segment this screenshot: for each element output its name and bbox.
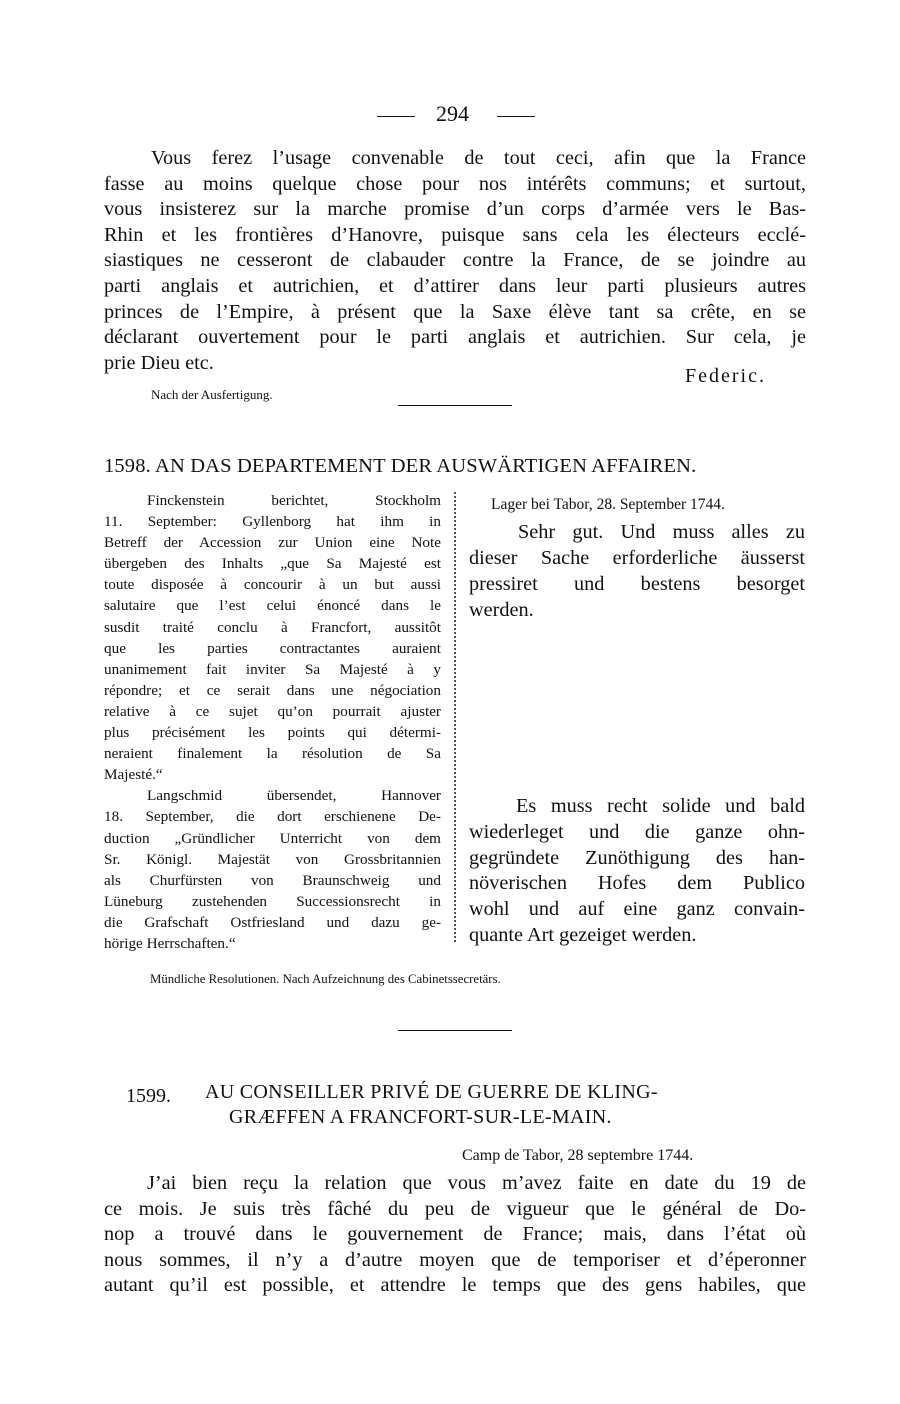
text-line: Sr. Königl. Majestät von Grossbritannien — [104, 850, 441, 868]
source-note: Nach der Ausfertigung. — [151, 387, 273, 402]
text-line: Es muss recht solide und bald — [516, 795, 805, 817]
letter-number: 1599. — [126, 1085, 171, 1107]
text-line: prie Dieu etc. — [104, 351, 214, 374]
section-divider — [398, 405, 512, 406]
left-column — [104, 490, 441, 954]
text-line: unanimement fait inviter Sa Majesté à y — [104, 660, 441, 678]
text-line: fasse au moins quelque chose pour nos intérêts communs; et surtout, — [104, 172, 806, 195]
dateline: Lager bei Tabor, 28. September 1744. — [491, 496, 725, 513]
text-line: Lüneburg zustehenden Successionsrecht in — [104, 892, 441, 910]
text-line: nop a trouvé dans le gouvernement de France; mais, dans l’état où — [104, 1223, 806, 1246]
section-divider — [398, 1030, 512, 1031]
text-line: Betreff der Accession zur Union eine Note — [104, 534, 441, 552]
text-line: que les parties contractantes auraient — [104, 639, 441, 657]
text-line: susdit traité conclu à Francfort, aussitôt — [104, 618, 441, 636]
text-line: siastiques ne cesseront de clabauder contre la France, de se joindre au — [104, 249, 806, 272]
text-line: princes de l’Empire, à présent que la Saxe élève tant sa crête, en se — [104, 300, 806, 323]
text-line: pressiret und bestens besorget — [469, 573, 805, 595]
text-line: ce mois. Je suis très fâché du peu de vigueur que le général de Do- — [104, 1197, 806, 1220]
text-line: Rhin et les frontières d’Hanovre, puisque sans cela les électeurs ecclé- — [104, 223, 806, 246]
text-line: hörige Herrschaften.“ — [104, 934, 236, 952]
letter-body — [104, 1171, 806, 1299]
text-line: wiederleget und die ganze ohn- — [469, 820, 805, 843]
text-line: 11. September: Gyllenborg hat ihm in — [104, 513, 441, 531]
text-line: gegründete Zunöthigung des han- — [469, 846, 805, 869]
text-line: 18. September, die dort erschienene De- — [104, 808, 441, 826]
dateline: Camp de Tabor, 28 septembre 1744. — [462, 1147, 694, 1164]
text-line: wohl und auf eine ganz convain- — [469, 898, 805, 921]
letter-heading: GRÆFFEN A FRANCFORT-SUR-LE-MAIN. — [229, 1106, 612, 1128]
text-line: als Churfürsten von Braunschweig und — [104, 871, 441, 889]
text-line: die Grafschaft Ostfriesland und dazu ge- — [104, 913, 441, 931]
text-line: J’ai bien reçu la relation que vous m’avez faite en date du 19 de — [147, 1172, 806, 1194]
page-number-left-rule — [377, 116, 415, 117]
column-divider — [454, 492, 456, 942]
page-number-right-rule — [497, 116, 535, 117]
text-line: dieser Sache erforderliche äusserst — [469, 547, 805, 569]
text-line: toute disposée à concourir à un but aussi — [104, 576, 441, 594]
text-line: Vous ferez l’usage convenable de tout ceci, afin que la France — [151, 147, 806, 169]
text-line: répondre; et ce serait dans une négociation — [104, 681, 441, 699]
text-line: nous sommes, il n’y a d’autre moyen que de temporiser et d’éperonner — [104, 1248, 806, 1271]
text-line: vous insisterez sur la marche promise d’un corps d’armée vers le Bas- — [104, 198, 806, 221]
text-line: salutaire que l’est celui énoncé dans le — [104, 597, 441, 615]
top-letter-body — [104, 146, 806, 376]
text-line: neraient finalement la résolution de Sa — [104, 745, 441, 763]
letter-heading: 1598. AN DAS DEPARTEMENT DER AUSWÄRTIGEN AFFAIREN. — [104, 455, 697, 477]
text-line: quante Art gezeiget werden. — [469, 923, 697, 946]
text-line: autant qu’il est possible, et attendre le temps que des gens habiles, que — [104, 1274, 806, 1297]
text-line: Majesté.“ — [104, 766, 163, 784]
text-line: duction „Gründlicher Unterricht von dem — [104, 829, 441, 847]
text-line: Finckenstein berichtet, Stockholm — [147, 492, 441, 509]
right-column-response-2 — [469, 794, 805, 949]
letter-heading: AU CONSEILLER PRIVÉ DE GUERRE DE KLING- — [205, 1081, 658, 1103]
text-line: Langschmid übersendet, Hannover — [147, 787, 441, 805]
text-line: relative à ce sujet qu’on pourrait ajuster — [104, 702, 441, 720]
source-note: Mündliche Resolutionen. Nach Aufzeichnung des Cabinetssecretärs. — [150, 972, 501, 986]
signature: Federic. — [685, 365, 766, 387]
text-line: parti anglais et autrichien, et d’attirer dans leur parti plusieurs autres — [104, 274, 806, 297]
text-line: plus précisément les points qui détermi- — [104, 724, 441, 742]
text-line: übergeben des Inhalts „que Sa Majesté est — [104, 555, 441, 573]
text-line: Sehr gut. Und muss alles zu — [518, 521, 805, 543]
right-column-response-1 — [469, 519, 805, 623]
text-line: növerischen Hofes dem Publico — [469, 872, 805, 895]
text-line: werden. — [469, 599, 534, 621]
text-line: déclarant ouvertement pour le parti anglais et autrichien. Sur cela, je — [104, 326, 806, 349]
page-number: 294 — [436, 101, 469, 126]
